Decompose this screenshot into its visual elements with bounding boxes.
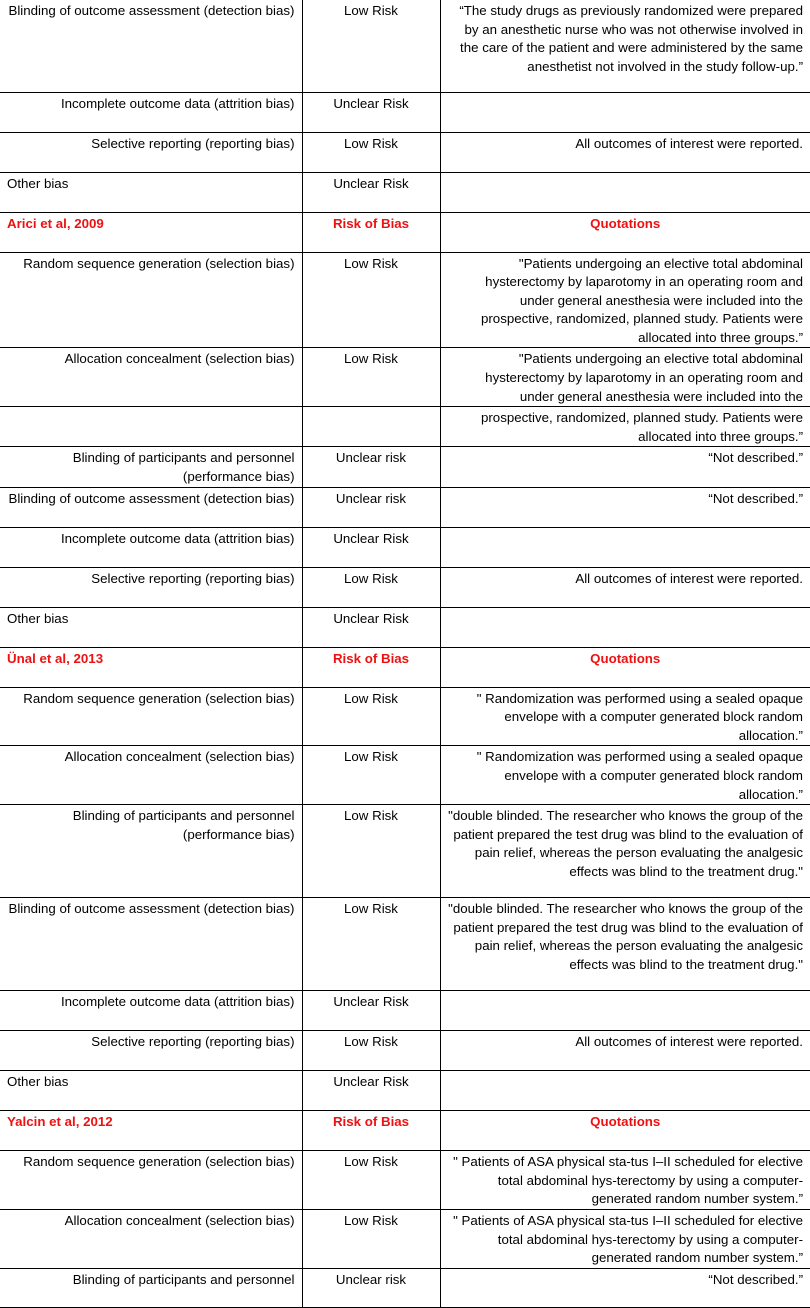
quotation-cell: "Patients undergoing an elective total abdominal hysterectomy by laparotomy in an operating room and under general anesthesia were included into the prospective, randomized, planned study. Patients were allocated into three groups.” <box>440 252 810 348</box>
table-row <box>0 252 810 348</box>
bias-domain-cell: Random sequence generation (selection bias) <box>0 252 302 348</box>
quotation-cell <box>440 172 810 212</box>
table-row <box>0 407 810 447</box>
table-row <box>0 0 810 92</box>
quotation-cell: All outcomes of interest were reported. <box>440 132 810 172</box>
quotation-cell <box>440 991 810 1031</box>
table-row <box>0 1268 810 1307</box>
risk-level-cell: Unclear risk <box>302 487 440 527</box>
bias-domain-cell: Blinding of participants and personnel <box>0 1268 302 1307</box>
table-row <box>0 991 810 1031</box>
quotation-cell <box>440 607 810 647</box>
quotation-cell: “Not described.” <box>440 447 810 487</box>
study-header-row <box>0 212 810 252</box>
study-title: Yalcin et al, 2012 <box>0 1111 302 1151</box>
quotation-cell: " Randomization was performed using a sealed opaque envelope with a computer generated block random allocation.” <box>440 687 810 746</box>
quotation-cell: "Patients undergoing an elective total abdominal hysterectomy by laparotomy in an operating room and under general anesthesia were included into the <box>440 348 810 407</box>
risk-level-cell: Low Risk <box>302 132 440 172</box>
bias-domain-cell <box>0 407 302 447</box>
bias-domain-cell: Allocation concealment (selection bias) <box>0 348 302 407</box>
bias-domain-cell: Incomplete outcome data (attrition bias) <box>0 527 302 567</box>
risk-level-cell: Low Risk <box>302 1151 440 1210</box>
risk-level-cell: Unclear Risk <box>302 92 440 132</box>
bias-domain-cell: Blinding of participants and personnel (performance bias) <box>0 805 302 898</box>
risk-level-cell: Unclear Risk <box>302 172 440 212</box>
risk-level-cell: Unclear Risk <box>302 991 440 1031</box>
risk-of-bias-heading: Risk of Bias <box>302 212 440 252</box>
table-row <box>0 746 810 805</box>
bias-domain-cell: Blinding of outcome assessment (detection bias) <box>0 0 302 92</box>
quotation-cell: “Not described.” <box>440 487 810 527</box>
table-row <box>0 1031 810 1071</box>
bias-domain-cell: Blinding of outcome assessment (detection bias) <box>0 487 302 527</box>
quotation-cell: All outcomes of interest were reported. <box>440 567 810 607</box>
table-row <box>0 447 810 487</box>
quotation-cell: " Randomization was performed using a sealed opaque envelope with a computer generated block random allocation.” <box>440 746 810 805</box>
table-row <box>0 805 810 898</box>
bias-domain-cell: Other bias <box>0 1071 302 1111</box>
risk-level-cell: Unclear Risk <box>302 1071 440 1111</box>
bias-domain-cell: Random sequence generation (selection bias) <box>0 1151 302 1210</box>
table-row <box>0 487 810 527</box>
table-row <box>0 687 810 746</box>
risk-level-cell: Low Risk <box>302 1031 440 1071</box>
risk-of-bias-heading: Risk of Bias <box>302 647 440 687</box>
study-title: Ünal et al, 2013 <box>0 647 302 687</box>
quotation-cell: prospective, randomized, planned study. Patients were allocated into three groups.” <box>440 407 810 447</box>
quotations-heading: Quotations <box>440 647 810 687</box>
table-row <box>0 348 810 407</box>
risk-level-cell: Unclear risk <box>302 1268 440 1307</box>
bias-domain-cell: Allocation concealment (selection bias) <box>0 1209 302 1268</box>
table-row <box>0 567 810 607</box>
study-header-row <box>0 647 810 687</box>
bias-domain-cell: Other bias <box>0 172 302 212</box>
bias-domain-cell: Other bias <box>0 607 302 647</box>
quotations-heading: Quotations <box>440 1111 810 1151</box>
quotations-heading: Quotations <box>440 212 810 252</box>
risk-level-cell: Low Risk <box>302 746 440 805</box>
quotation-cell: “The study drugs as previously randomized were prepared by an anesthetic nurse who was not otherwise involved in the care of the patient and were administered by the same anesthetist not involved in the study follow-up.” <box>440 0 810 92</box>
risk-level-cell: Low Risk <box>302 805 440 898</box>
study-header-row <box>0 1111 810 1151</box>
quotation-cell: " Patients of ASA physical sta-tus I–II scheduled for elective total abdominal hys-terectomy by using a computer-generated random number system.” <box>440 1151 810 1210</box>
risk-level-cell: Low Risk <box>302 348 440 407</box>
quotation-cell <box>440 92 810 132</box>
risk-level-cell: Low Risk <box>302 252 440 348</box>
bias-domain-cell: Selective reporting (reporting bias) <box>0 1031 302 1071</box>
bias-domain-cell: Allocation concealment (selection bias) <box>0 746 302 805</box>
bias-domain-cell: Random sequence generation (selection bias) <box>0 687 302 746</box>
quotation-cell: All outcomes of interest were reported. <box>440 1031 810 1071</box>
risk-level-cell: Unclear risk <box>302 447 440 487</box>
table-row <box>0 132 810 172</box>
risk-of-bias-heading: Risk of Bias <box>302 1111 440 1151</box>
risk-level-cell: Low Risk <box>302 687 440 746</box>
bias-domain-cell: Blinding of outcome assessment (detection bias) <box>0 898 302 991</box>
bias-domain-cell: Incomplete outcome data (attrition bias) <box>0 92 302 132</box>
risk-level-cell: Unclear Risk <box>302 527 440 567</box>
table-row <box>0 1151 810 1210</box>
risk-level-cell: Unclear Risk <box>302 607 440 647</box>
table-row <box>0 92 810 132</box>
table-row <box>0 1071 810 1111</box>
quotation-cell: " Patients of ASA physical sta-tus I–II scheduled for elective total abdominal hys-terectomy by using a computer-generated random number system.” <box>440 1209 810 1268</box>
table-row <box>0 898 810 991</box>
bias-domain-cell: Blinding of participants and personnel (performance bias) <box>0 447 302 487</box>
risk-level-cell: Low Risk <box>302 0 440 92</box>
bias-domain-cell: Incomplete outcome data (attrition bias) <box>0 991 302 1031</box>
table-row <box>0 527 810 567</box>
table-row <box>0 607 810 647</box>
quotation-cell <box>440 527 810 567</box>
risk-level-cell: Low Risk <box>302 898 440 991</box>
bias-domain-cell: Selective reporting (reporting bias) <box>0 567 302 607</box>
table-row <box>0 1209 810 1268</box>
risk-level-cell: Low Risk <box>302 1209 440 1268</box>
quotation-cell: "double blinded. The researcher who knows the group of the patient prepared the test drug was blind to the evaluation of pain relief, whereas the person evaluating the analgesic effects was blind to the treatment drug." <box>440 898 810 991</box>
risk-level-cell <box>302 407 440 447</box>
risk-level-cell: Low Risk <box>302 567 440 607</box>
quotation-cell <box>440 1071 810 1111</box>
study-title: Arici et al, 2009 <box>0 212 302 252</box>
quotation-cell: “Not described.” <box>440 1268 810 1307</box>
bias-domain-cell: Selective reporting (reporting bias) <box>0 132 302 172</box>
quotation-cell: "double blinded. The researcher who knows the group of the patient prepared the test drug was blind to the evaluation of pain relief, whereas the person evaluating the analgesic effects was blind to the treatment drug." <box>440 805 810 898</box>
table-row <box>0 172 810 212</box>
